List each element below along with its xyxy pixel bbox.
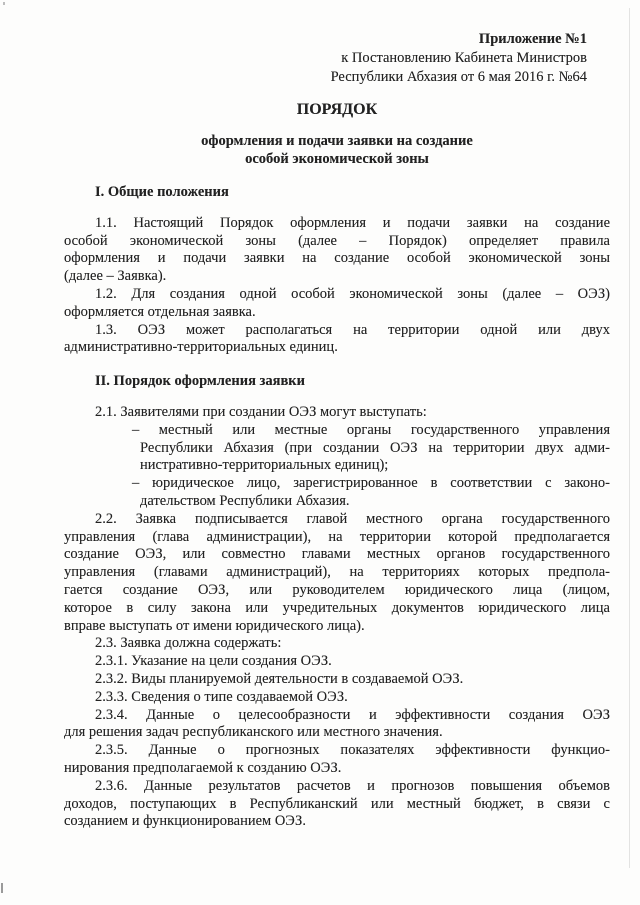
document-subtitle-line: оформления и подачи заявки на создание xyxy=(201,133,473,149)
appendix-reference-line-1: к Постановлению Кабинета Министров xyxy=(341,50,587,66)
section-heading: II. Порядок оформления заявки xyxy=(95,373,306,390)
paragraph-line: особой экономической зоны (далее – Порядок) определяет правила xyxy=(64,232,610,249)
paragraph-line: для решения задач республиканского или местного значения. xyxy=(64,724,443,741)
list-item-line: Республики Абхазия (при создании ОЭЗ на территории двух адми- xyxy=(140,439,610,456)
list-item-line: дательством Республики Абхазия. xyxy=(140,492,350,509)
paragraph-line: 1.2. Для создания одной особой экономической зоны (далее – ОЭЗ) xyxy=(95,285,610,302)
paragraph-line: создание ОЭЗ, или совместно главами местных органов государственного xyxy=(64,546,610,563)
document-subtitle-line: особой экономической зоны xyxy=(245,151,429,167)
paragraph-line: нирования предполагаемой к созданию ОЭЗ. xyxy=(64,759,342,776)
paragraph-line: 2.3.5. Данные о прогнозных показателях эффективности функцио- xyxy=(95,742,610,759)
paragraph-line: 2.3.2. Виды планируемой деятельности в создаваемой ОЭЗ. xyxy=(95,670,464,687)
paragraph-line: которое в силу закона или учредительных документов юридического лица xyxy=(64,599,610,616)
document-subtitle xyxy=(64,132,610,168)
appendix-number: Приложение №1 xyxy=(478,31,587,47)
paragraph-line: 2.2. Заявка подписывается главой местного органа государственного xyxy=(95,510,610,527)
scan-speck-artifact xyxy=(3,2,5,5)
paragraph-line: 2.3.3. Сведения о типе создаваемой ОЭЗ. xyxy=(95,688,348,705)
section-heading: I. Общие положения xyxy=(95,184,229,200)
paragraph-line: оформления и подачи заявки на создание особой экономической зоны xyxy=(64,250,610,267)
paragraph-line: 2.3. Заявка должна содержать: xyxy=(95,635,282,652)
list-item-line: – юридическое лицо, зарегистрированное в соответствии с законо- xyxy=(132,475,610,492)
document-title: ПОРЯДОК xyxy=(296,101,378,118)
scan-mark-artifact xyxy=(1,883,3,893)
paragraph-line: административно-территориальных единиц. xyxy=(64,339,338,356)
list-item-line: нистративно-территориальных единиц); xyxy=(140,457,389,474)
paragraph-line: гается создание ОЭЗ, или руководителем юридического лица (лицом, xyxy=(64,581,610,598)
paragraph-line: управления (главами администраций), на территориях которых предпола- xyxy=(64,564,610,581)
document-body xyxy=(64,184,610,831)
paragraph-line: 1.1. Настоящий Порядок оформления и подачи заявки на создание xyxy=(95,214,610,231)
scan-edge-artifact xyxy=(629,8,630,868)
paragraph-line: доходов, поступающих в Республиканский или местный бюджет, в связи с xyxy=(64,795,610,812)
list-item-line: – местный или местные органы государственного управления xyxy=(132,421,610,438)
appendix-header xyxy=(64,30,587,87)
paragraph-line: 2.3.6. Данные результатов расчетов и прогнозов повышения объемов xyxy=(95,777,610,794)
paragraph-line: 2.3.1. Указание на цели создания ОЭЗ. xyxy=(95,653,332,670)
paragraph-line: 2.1. Заявителями при создании ОЭЗ могут выступать: xyxy=(95,403,427,420)
paragraph-line: оформляется отдельная заявка. xyxy=(64,303,256,320)
paragraph-line: 2.3.4. Данные о целесообразности и эффективности создания ОЭЗ xyxy=(95,706,610,723)
paragraph-line: созданием и функционированием ОЭЗ. xyxy=(64,813,306,830)
appendix-reference-line-2: Республики Абхазия от 6 мая 2016 г. №64 xyxy=(330,69,587,85)
paragraph-line: 1.3. ОЭЗ может располагаться на территории одной или двух xyxy=(95,321,610,338)
paragraph-line: вправе выступать от имени юридического лица). xyxy=(64,617,365,634)
paragraph-line: (далее – Заявка). xyxy=(64,268,167,285)
paragraph-line: управления (глава администрации), на территории которой предполагается xyxy=(64,528,610,545)
